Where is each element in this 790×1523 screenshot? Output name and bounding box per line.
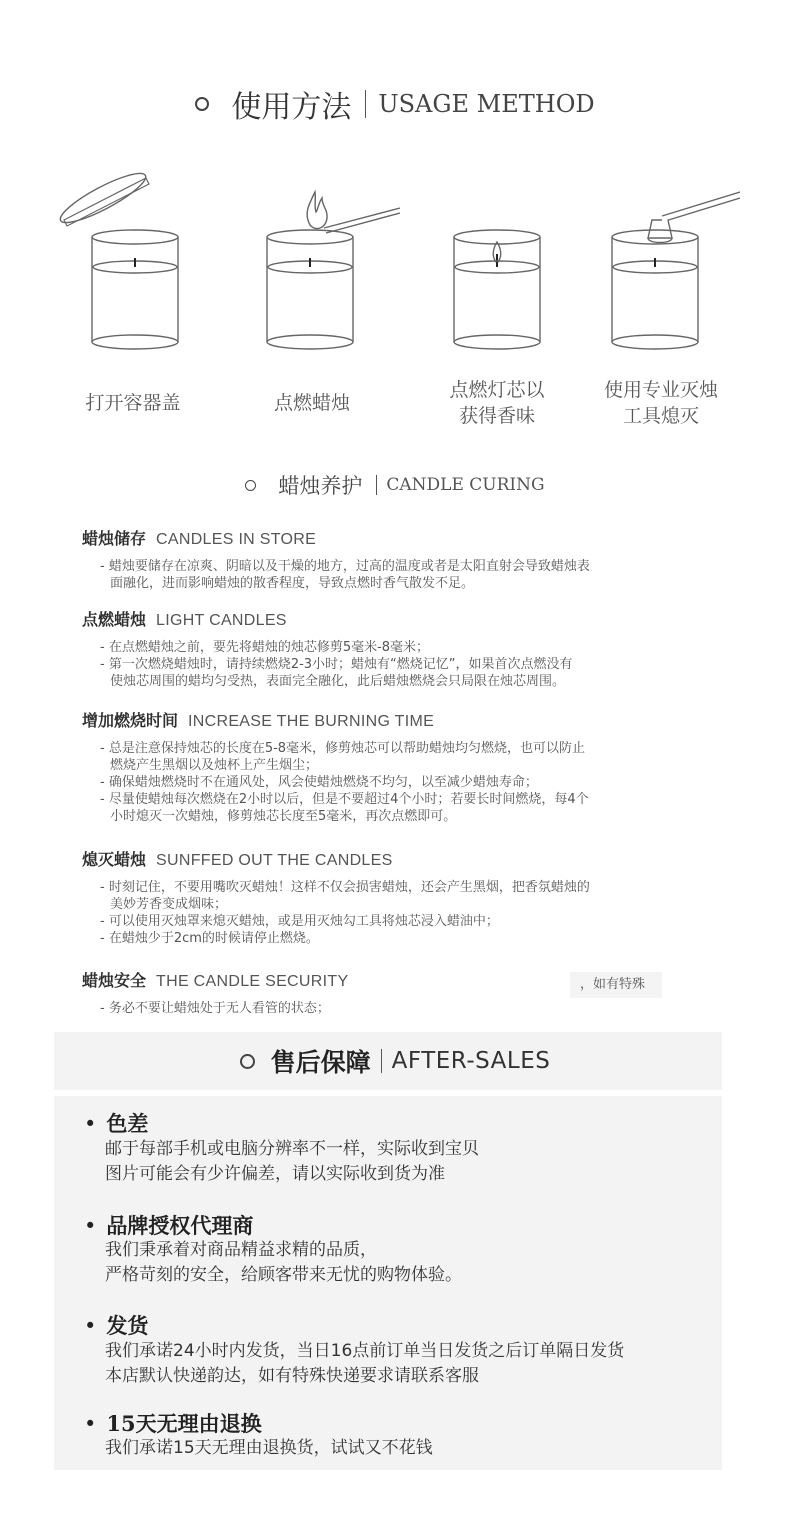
curing-title [0,470,790,500]
bullet-dot-icon: • [84,1412,97,1436]
circle-bullet-icon [245,480,256,491]
after-sales-title [0,1043,790,1079]
step-label-open-lid: 打开容器盖 [85,392,181,414]
usage-title [0,82,790,126]
after-sales-item-title: • 发货 [84,1313,149,1338]
usage-title-en: USAGE METHOD [378,90,595,118]
step-label-snuff: 使用专业灭烛 工具熄灭 [603,379,718,427]
after-sales-item-title: • 色差 [84,1111,149,1136]
circle-bullet-icon [195,97,209,111]
care-heading-store: 蜡烛储存 CANDLES IN STORE [82,529,317,548]
after-sales-item-text: 我们秉承着对商品精益求精的品质， 严格苛刻的安全，给顾客带来无忧的购物体验。 [105,1240,462,1285]
curing-title-zh: 蜡烛养护 [278,474,363,498]
after-sales-item-text: 邮于每部手机或电脑分辨率不一样，实际收到宝贝 图片可能会有少许偏差，请以实际收到货为准 [105,1139,479,1184]
after-sales-title-zh: 售后保障 [270,1048,371,1077]
step-label-light-candle: 点燃蜡烛 [273,392,350,414]
care-text-store: - 蜡烛要储存在凉爽、阴暗以及干燥的地方，过高的温度或者是太阳直射会导致蜡烛表 面融化，进而影响蜡烛的散香程度，导致点燃时香气散发不足。 [100,559,590,591]
care-heading-burning-time: 增加燃烧时间 INCREASE THE BURNING TIME [82,711,435,730]
care-text-snuff: - 时刻记住，不要用嘴吹灭蜡烛！这样不仅会损害蜡烛，还会产生黑烟，把香氛蜡烛的 美妙芳香变成烟味； - 可以使用灭烛罩来熄灭蜡烛，或是用灭烛勾工具将烛芯浸入蜡油中； - 在蜡烛少于2cm的时候请停止燃烧。 [100,880,590,946]
usage-title-zh: 使用方法 [231,90,352,125]
curing-title-en: CANDLE CURING [386,475,545,495]
bullet-dot-icon: • [84,1214,97,1238]
bullet-dot-icon: • [84,1112,97,1136]
care-text-light: - 在点燃蜡烛之前，要先将蜡烛的烛芯修剪5毫米-8毫米； - 第一次燃烧蜡烛时，请持续燃烧2-3小时；蜡烛有“燃烧记忆”，如果首次点燃没有 使烛芯周围的蜡均匀受热，表面完全融化，此后蜡烛燃烧会只局限在烛芯周围。 [100,640,573,689]
care-heading-snuff: 熄灭蜡烛 SUNFFED OUT THE CANDLES [82,850,393,869]
light-match-candle-icon [230,170,400,360]
after-sales-item-title: • 15天无理由退换 [84,1411,262,1436]
care-text-security: - 务必不要让蜡烛处于无人看管的状态； [100,1001,330,1016]
open-lid-candle-icon [58,170,188,360]
after-sales-item-title: • 品牌授权代理商 [84,1213,254,1238]
stray-note: ，如有特殊 [570,972,662,998]
step-label-light-wick: 点燃灯芯以 获得香味 [449,379,545,427]
care-heading-security: 蜡烛安全 THE CANDLE SECURITY [82,971,349,990]
title-divider [381,1049,382,1073]
care-heading-light: 点燃蜡烛 LIGHT CANDLES [82,610,287,629]
circle-bullet-icon [240,1054,255,1069]
title-divider [376,475,377,495]
bullet-dot-icon: • [84,1314,97,1338]
after-sales-title-en: AFTER-SALES [391,1048,551,1074]
care-text-burning-time: - 总是注意保持烛芯的长度在5-8毫米，修剪烛芯可以帮助蜡烛均匀燃烧，也可以防止 燃烧产生黑烟以及烛杯上产生烟尘； - 确保蜡烛燃烧时不在通风处，风会使蜡烛燃烧不均匀，以至减少蜡烛寿命； - 尽量使蜡烛每次燃烧在2小时以后，但是不要超过4个小时；若要长时间燃烧，每4个 小时熄灭一次蜡烛，修剪烛芯长度至5毫米，再次点燃即可。 [100,741,589,824]
snuffer-candle-icon [590,170,740,360]
after-sales-item-text: 我们承诺24小时内发货，当日16点前订单当日发货之后订单隔日发货 本店默认快递韵达，如有特殊快递要求请联系客服 [105,1341,625,1386]
after-sales-item-text: 我们承诺15天无理由退换货，试试又不花钱 [105,1438,433,1458]
burning-candle-icon [430,170,560,360]
title-divider [365,90,366,118]
